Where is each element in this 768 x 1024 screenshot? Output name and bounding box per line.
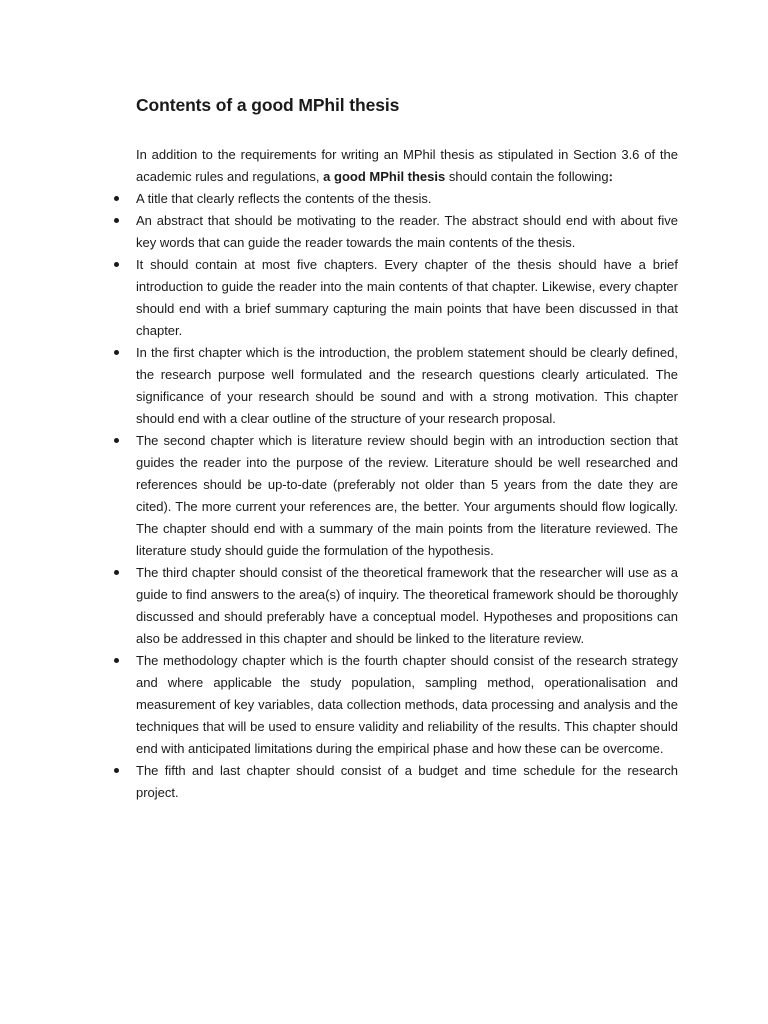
list-item: It should contain at most five chapters. Every chapter of the thesis should have a brief introduction to guide the reader into the main contents of that chapter. Likewise, every chapter should end with a brief summary capturing the main points that have been discussed in that chapter. <box>136 254 678 342</box>
list-item: The fifth and last chapter should consist of a budget and time schedule for the research project. <box>136 760 678 804</box>
list-item: The third chapter should consist of the theoretical framework that the researcher will use as a guide to find answers to the area(s) of inquiry. The theoretical framework should be thoroughly discussed and should preferably have a conceptual model. Hypotheses and propositions can also be addressed in this chapter and should be linked to the literature review. <box>136 562 678 650</box>
requirements-list <box>136 188 678 804</box>
list-item: A title that clearly reflects the contents of the thesis. <box>136 188 678 210</box>
intro-bold-phrase: a good MPhil thesis <box>323 169 446 184</box>
intro-text-start: In addition to the requirements for writing an MPhil thesis as stipulated in Section 3.6 of the academic rules and regulations, <box>136 147 678 184</box>
list-item: The second chapter which is literature review should begin with an introduction section that guides the reader into the purpose of the review. Literature should be well researched and references should be up-to-date (preferably not older than 5 years from the date they are cited). The more current your references are, the better. Your arguments should flow logically. The chapter should end with a summary of the main points from the literature reviewed. The literature study should guide the formulation of the hypothesis. <box>136 430 678 562</box>
intro-text-end: should contain the following <box>445 169 609 184</box>
list-item: An abstract that should be motivating to the reader. The abstract should end with about five key words that can guide the reader towards the main contents of the thesis. <box>136 210 678 254</box>
page-title: Contents of a good MPhil thesis <box>136 95 400 115</box>
intro-paragraph <box>136 144 678 188</box>
list-item: In the first chapter which is the introduction, the problem statement should be clearly defined, the research purpose well formulated and the research questions clearly articulated. The significance of your research should be sound and with a strong motivation. This chapter should end with a clear outline of the structure of your research proposal. <box>136 342 678 430</box>
intro-colon: : <box>608 169 613 184</box>
list-item: The methodology chapter which is the fourth chapter should consist of the research strategy and where applicable the study population, sampling method, operationalisation and measurement of key variables, data collection methods, data processing and analysis and the techniques that will be used to ensure validity and reliability of the results. This chapter should end with anticipated limitations during the empirical phase and how these can be overcome. <box>136 650 678 760</box>
